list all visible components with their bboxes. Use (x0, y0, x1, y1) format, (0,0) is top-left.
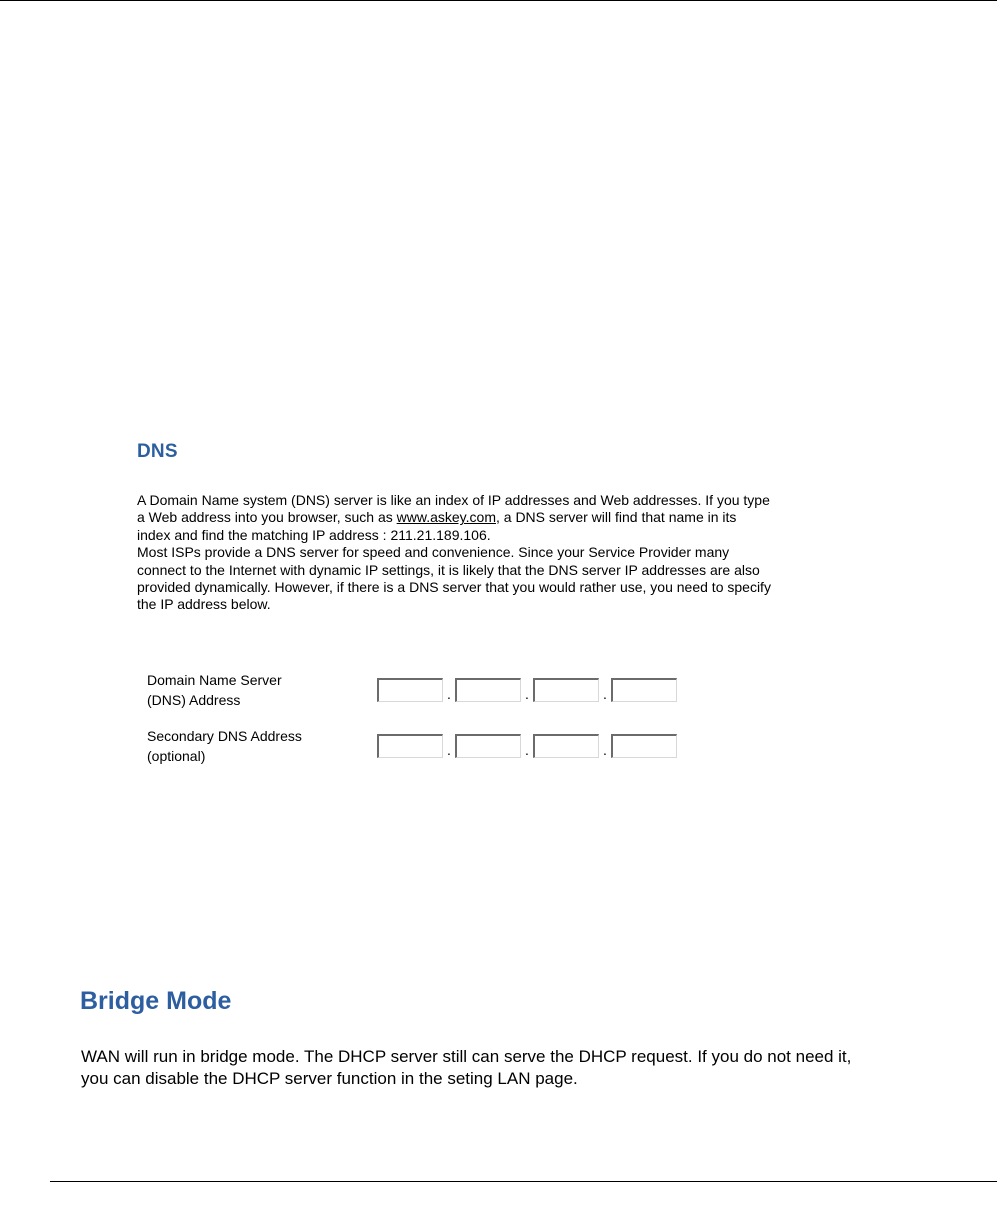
primary-dns-ip-group (377, 676, 677, 702)
dns-description-line: provided dynamically. However, if there is a DNS server that you would rather use, you need to specify (137, 579, 771, 596)
primary-dns-octet-4[interactable] (611, 678, 677, 702)
dns-description-line: A Domain Name system (DNS) server is like an index of IP addresses and Web addresses. If you type (137, 492, 770, 508)
secondary-dns-ip-group (377, 732, 677, 758)
secondary-dns-octet-3[interactable] (533, 734, 599, 758)
ip-separator: . (603, 686, 607, 702)
bridge-mode-heading: Bridge Mode (80, 987, 232, 1015)
secondary-dns-label-line1: Secondary DNS Address (147, 728, 302, 744)
dns-description-line: the IP address below. (137, 596, 271, 613)
secondary-dns-label (147, 726, 367, 766)
top-divider (0, 0, 997, 1)
secondary-dns-octet-2[interactable] (455, 734, 521, 758)
dns-description-text: a Web address into you browser, such as (137, 509, 397, 526)
bridge-description-line: you can disable the DHCP server function in the seting LAN page. (81, 1069, 578, 1088)
dns-description-line: Most ISPs provide a DNS server for speed and convenience. Since your Service Provider many (137, 544, 730, 561)
bridge-description-line: WAN will run in bridge mode. The DHCP server still can serve the DHCP request. If you do not need it, (81, 1047, 852, 1066)
ip-separator: . (525, 742, 529, 758)
askey-link[interactable]: www.askey.com (396, 509, 496, 526)
primary-dns-octet-1[interactable] (377, 678, 443, 702)
secondary-dns-label-line2: (optional) (147, 748, 206, 764)
primary-dns-octet-3[interactable] (533, 678, 599, 702)
dns-heading: DNS (137, 441, 178, 462)
bridge-mode-description (81, 1046, 981, 1090)
dns-description-line: index and find the matching IP address : 211.21.189.106. (137, 526, 491, 543)
dns-description (137, 492, 927, 614)
secondary-dns-octet-4[interactable] (611, 734, 677, 758)
ip-separator: . (447, 742, 451, 758)
primary-dns-label-line2: (DNS) Address (147, 692, 241, 708)
ip-separator: . (447, 686, 451, 702)
dns-description-line: connect to the Internet with dynamic IP settings, it is likely that the DNS server IP addresses are also (137, 561, 760, 578)
bottom-divider (50, 1181, 997, 1182)
secondary-dns-octet-1[interactable] (377, 734, 443, 758)
ip-separator: . (525, 686, 529, 702)
primary-dns-label (147, 670, 367, 710)
dns-description-line (137, 509, 927, 526)
dns-description-text: , a DNS server will find that name in its (495, 509, 737, 526)
ip-separator: . (603, 742, 607, 758)
primary-dns-octet-2[interactable] (455, 678, 521, 702)
primary-dns-label-line1: Domain Name Server (147, 672, 282, 688)
